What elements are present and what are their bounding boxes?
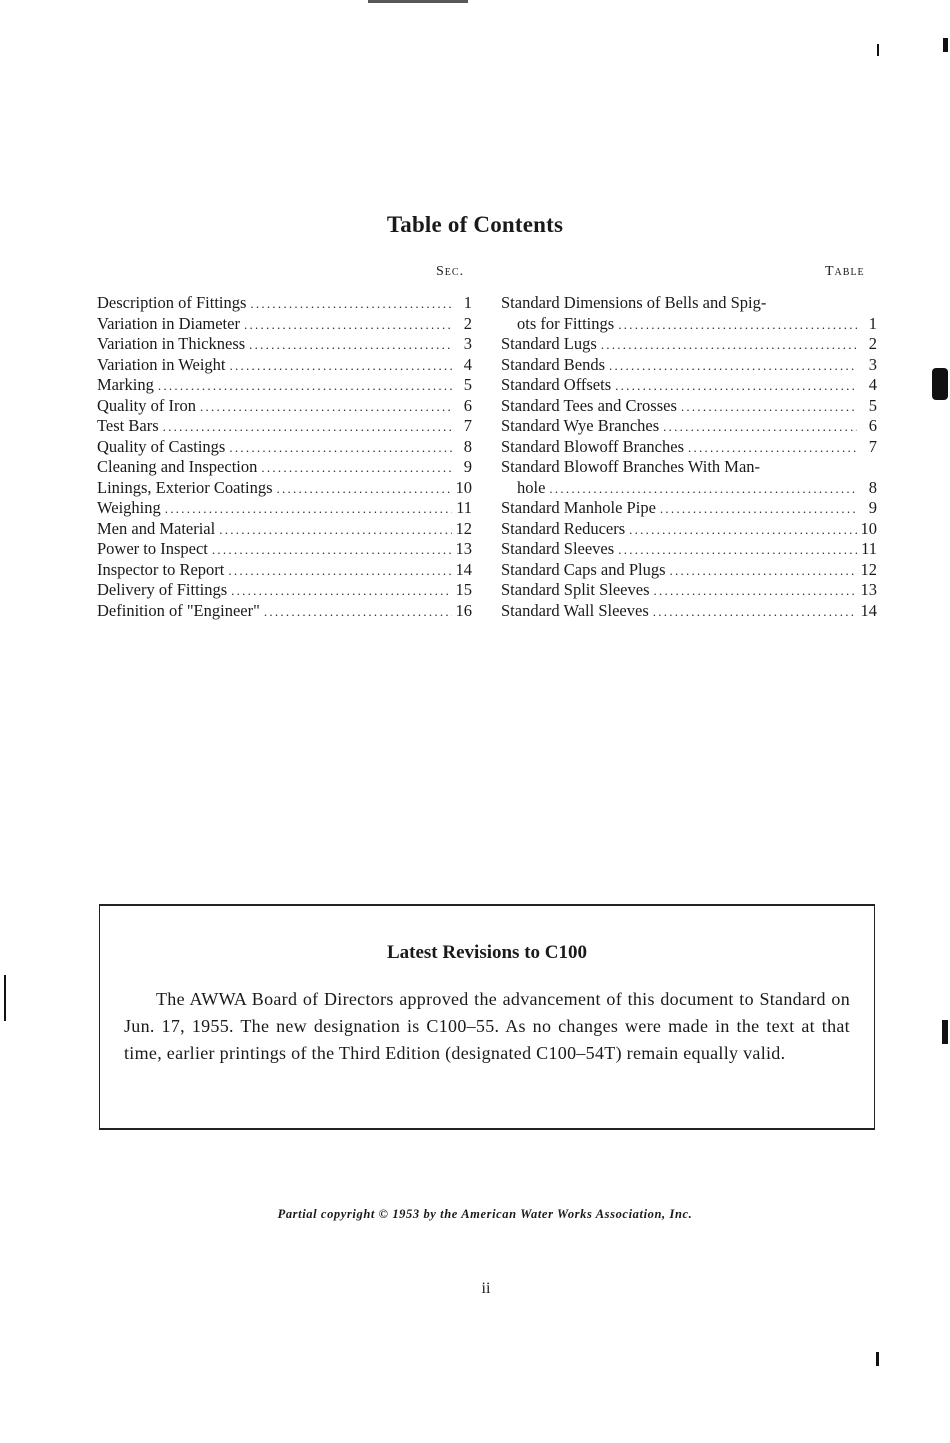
- toc-entry-label: Men and Material: [97, 518, 216, 538]
- toc-entry-label: Standard Manhole Pipe: [501, 498, 656, 517]
- toc-entry-number: 7: [463, 416, 472, 435]
- toc-entry-label: Variation in Weight: [97, 354, 226, 374]
- sections-list: [97, 293, 472, 621]
- toc-entry-number: 4: [463, 354, 472, 374]
- toc-entry-number: 8: [868, 477, 877, 497]
- toc-entry-label-line: Standard Dimensions of Bells and Spig-: [501, 293, 767, 312]
- dot-leader: [629, 520, 856, 541]
- toc-entry-label-line: Standard Blowoff Branches With Man-: [501, 457, 761, 476]
- scan-mark: [932, 368, 948, 400]
- toc-entry-number: 15: [455, 580, 472, 599]
- dot-leader: [618, 315, 857, 336]
- toc-entry-label: Standard Blowoff Branches: [501, 436, 684, 456]
- toc-entry-label: Variation in Diameter: [97, 313, 240, 333]
- toc-entry-number: 11: [456, 498, 472, 517]
- toc-entry-number: 9: [463, 457, 472, 476]
- toc-entry-label: Inspector to Report: [97, 559, 225, 579]
- toc-entry: [97, 580, 472, 601]
- toc-entry: [501, 375, 877, 396]
- scan-mark: [4, 975, 6, 1021]
- dot-leader: [163, 417, 452, 438]
- toc-entry-label: Weighing: [97, 498, 161, 517]
- toc-entry: [97, 293, 472, 314]
- toc-entry-number: 14: [860, 600, 877, 620]
- page-title: Table of Contents: [386, 212, 564, 237]
- toc-entry: [501, 478, 877, 499]
- toc-entry-number: 13: [455, 539, 472, 558]
- toc-entry-number: 6: [463, 395, 472, 415]
- toc-entry-label: Test Bars: [97, 416, 159, 435]
- toc-entry-label: Standard Lugs: [501, 334, 597, 353]
- toc-entry: [97, 457, 472, 478]
- toc-entry: [97, 519, 472, 540]
- dot-leader: [261, 458, 452, 479]
- dot-leader: [549, 479, 857, 500]
- page-number: ii: [481, 1280, 491, 1297]
- toc-entry-label: Standard Caps and Plugs: [501, 559, 666, 579]
- toc-entry-number: 3: [463, 334, 472, 353]
- toc-entry: [97, 314, 472, 335]
- toc-entry-number: 1: [463, 293, 472, 312]
- dot-leader: [609, 356, 857, 377]
- tables-column-header: Table: [825, 264, 865, 279]
- dot-leader: [681, 397, 857, 418]
- toc-entry: [97, 334, 472, 355]
- dot-leader: [663, 417, 857, 438]
- dot-leader: [244, 315, 452, 336]
- dot-leader: [615, 376, 857, 397]
- revisions-box: [99, 904, 875, 1130]
- scan-mark: [942, 1020, 948, 1044]
- toc-entry: [97, 601, 472, 622]
- toc-entry: [501, 457, 877, 478]
- toc-entry: [501, 314, 877, 335]
- toc-entry: [501, 396, 877, 417]
- dot-leader: [688, 438, 857, 459]
- toc-entry-number: 12: [455, 518, 472, 538]
- toc-entry-label: Standard Wye Branches: [501, 416, 660, 435]
- toc-entry-number: 2: [868, 334, 877, 353]
- revisions-title: Latest Revisions to C100: [386, 942, 588, 963]
- toc-entry-label: Power to Inspect: [97, 539, 208, 558]
- toc-entry-label: Quality of Castings: [97, 436, 226, 456]
- scan-mark: [368, 0, 468, 3]
- toc-entry-label: Standard Offsets: [501, 375, 612, 394]
- toc-entry-number: 4: [868, 375, 877, 394]
- toc-entry-number: 10: [860, 518, 877, 538]
- toc-entry: [97, 396, 472, 417]
- toc-entry: [501, 334, 877, 355]
- toc-entry: [501, 519, 877, 540]
- toc-entry: [501, 416, 877, 437]
- toc-entry-number: 12: [860, 559, 877, 579]
- toc-entry-number: 2: [463, 313, 472, 333]
- dot-leader: [158, 376, 452, 397]
- toc-entry: [97, 375, 472, 396]
- dot-leader: [618, 540, 857, 561]
- toc-entry-label: Marking: [97, 375, 154, 394]
- toc-entry-label: hole: [517, 477, 546, 497]
- dot-leader: [249, 335, 452, 356]
- toc-entry: [501, 355, 877, 376]
- toc-entry-number: 1: [868, 313, 877, 333]
- toc-entry: [501, 293, 877, 314]
- toc-entry: [97, 437, 472, 458]
- toc-entry-label: Definition of "Engineer": [97, 600, 260, 620]
- toc-entry-label: Quality of Iron: [97, 395, 196, 415]
- toc-entry: [501, 560, 877, 581]
- dot-leader: [264, 602, 452, 623]
- toc-entry-number: 7: [868, 436, 877, 456]
- dot-leader: [165, 499, 452, 520]
- toc-entry-label: Linings, Exterior Coatings: [97, 477, 273, 497]
- scan-mark: [877, 44, 879, 56]
- toc-entry-number: 9: [868, 498, 877, 517]
- toc-entry-label: Cleaning and Inspection: [97, 457, 258, 476]
- dot-leader: [228, 561, 451, 582]
- toc-entry-label: Description of Fittings: [97, 293, 247, 312]
- dot-leader: [277, 479, 452, 500]
- copyright-notice: Partial copyright © 1953 by the American Water Works Association, Inc.: [277, 1207, 693, 1221]
- dot-leader: [230, 356, 452, 377]
- dot-leader: [653, 581, 856, 602]
- dot-leader: [200, 397, 452, 418]
- toc-entry-number: 10: [455, 477, 472, 497]
- toc-entry-label: Standard Sleeves: [501, 539, 615, 558]
- toc-entry-number: 3: [868, 354, 877, 374]
- toc-entry-label: Standard Tees and Crosses: [501, 395, 677, 415]
- dot-leader: [219, 520, 451, 541]
- toc-entry-label: Standard Wall Sleeves: [501, 600, 649, 620]
- sections-column-header: Sec.: [436, 264, 465, 279]
- toc-entry-label: Variation in Thickness: [97, 334, 246, 353]
- toc-entry: [97, 355, 472, 376]
- dot-leader: [231, 581, 451, 602]
- toc-entry-label: Standard Split Sleeves: [501, 580, 650, 599]
- toc-entry-number: 5: [868, 395, 877, 415]
- toc-entry-number: 6: [868, 416, 877, 435]
- toc-entry-number: 14: [455, 559, 472, 579]
- dot-leader: [670, 561, 857, 582]
- toc-entry-label: Standard Reducers: [501, 518, 626, 538]
- toc-entry-number: 13: [860, 580, 877, 599]
- tables-list: [501, 293, 877, 621]
- toc-entry: [501, 580, 877, 601]
- dot-leader: [660, 499, 857, 520]
- toc-entry-label: Standard Bends: [501, 354, 606, 374]
- toc-entry: [97, 416, 472, 437]
- dot-leader: [601, 335, 857, 356]
- toc-entry: [97, 498, 472, 519]
- dot-leader: [653, 602, 857, 623]
- toc-entry: [97, 478, 472, 499]
- toc-entry: [501, 498, 877, 519]
- scan-mark: [943, 38, 948, 52]
- toc-entry: [97, 539, 472, 560]
- dot-leader: [229, 438, 452, 459]
- toc-entry-number: 11: [861, 539, 877, 558]
- toc-entry: [501, 539, 877, 560]
- toc-entry: [97, 560, 472, 581]
- toc-entry-label: Delivery of Fittings: [97, 580, 228, 599]
- toc-entry-label: ots for Fittings: [517, 313, 615, 333]
- revisions-body: The AWWA Board of Directors approved the advancement of this document to Standard on Jun. 17, 1955. The new designation is C100–55. As no changes were made in the text at that time, earlier printings of the Third Edition (designated C100–54T) remain equally valid.: [124, 989, 850, 1063]
- toc-entry: [501, 437, 877, 458]
- dot-leader: [212, 540, 452, 561]
- dot-leader: [250, 294, 452, 315]
- toc-entry-number: 16: [455, 600, 472, 620]
- toc-entry-number: 5: [463, 375, 472, 394]
- toc-entry-number: 8: [463, 436, 472, 456]
- toc-entry: [501, 601, 877, 622]
- scan-mark: [876, 1352, 879, 1366]
